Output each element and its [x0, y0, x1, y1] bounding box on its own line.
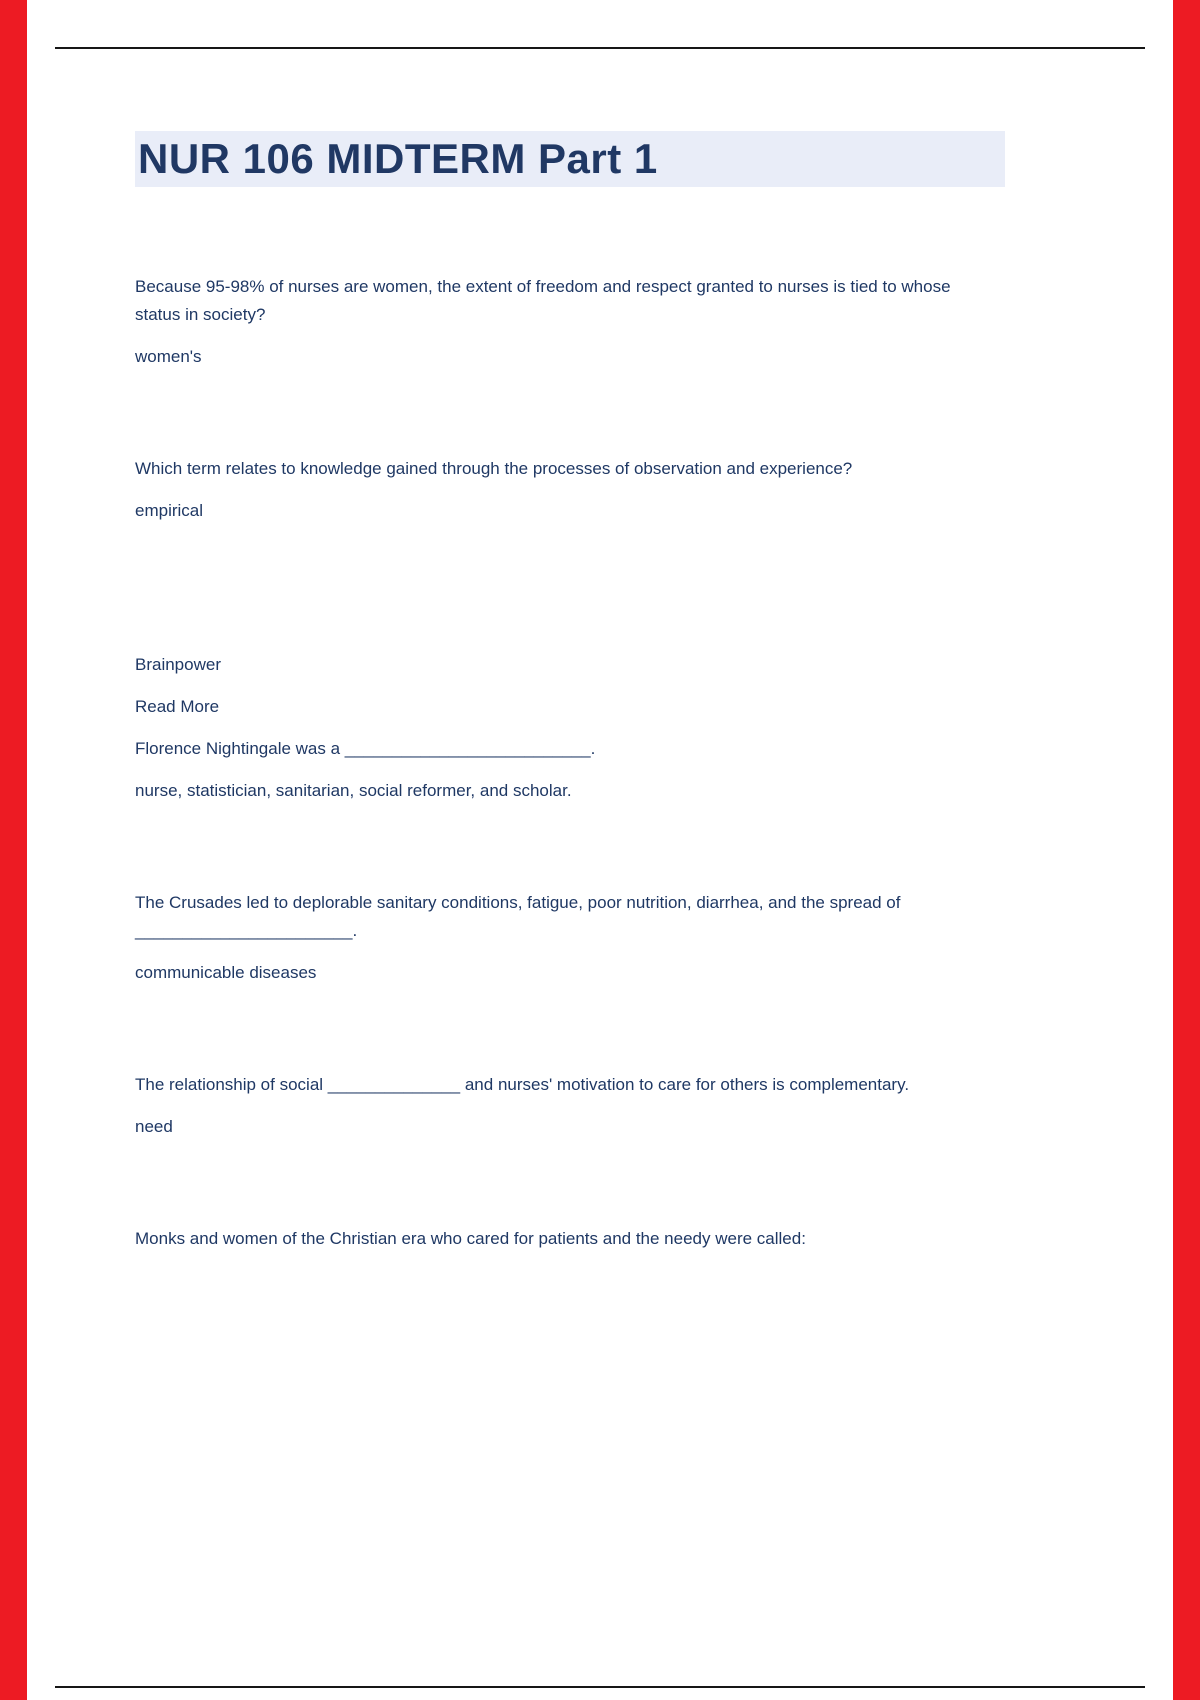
answer-text: communicable diseases	[135, 963, 317, 982]
qa-item-1	[135, 273, 1005, 371]
answer-text: empirical	[135, 501, 204, 520]
qa-item-6	[135, 1225, 1005, 1253]
question-text: Monks and women of the Christian era who cared for patients and the needy were called:	[135, 1229, 806, 1248]
page-title: NUR 106 MIDTERM Part 1	[135, 131, 1005, 187]
read-more-text: Read More	[135, 697, 220, 716]
answer-text: need	[135, 1117, 173, 1136]
answer-text: nurse, statistician, sanitarian, social reformer, and scholar.	[135, 781, 572, 800]
brainpower-text: Brainpower	[135, 655, 221, 674]
left-red-border	[0, 0, 27, 1700]
question-text: The relationship of social ______________ and nurses' motivation to care for others is complementary.	[135, 1075, 910, 1094]
answer-text: women's	[135, 347, 202, 366]
question-text: Which term relates to knowledge gained through the processes of observation and experience?	[135, 459, 853, 478]
qa-item-3	[135, 651, 1005, 805]
qa-item-5	[135, 1071, 1005, 1141]
right-red-border	[1173, 0, 1200, 1700]
bottom-rule	[55, 1686, 1145, 1688]
question-text: The Crusades led to deplorable sanitary conditions, fatigue, poor nutrition, diarrhea, and the spread of _______________________.	[135, 893, 901, 940]
qa-item-2	[135, 455, 1005, 525]
question-text: Florence Nightingale was a __________________________.	[135, 739, 596, 758]
question-text: Because 95-98% of nurses are women, the extent of freedom and respect granted to nurses is tied to whose status in society?	[135, 277, 951, 324]
document-content	[135, 0, 1005, 1267]
qa-item-4	[135, 889, 1005, 987]
